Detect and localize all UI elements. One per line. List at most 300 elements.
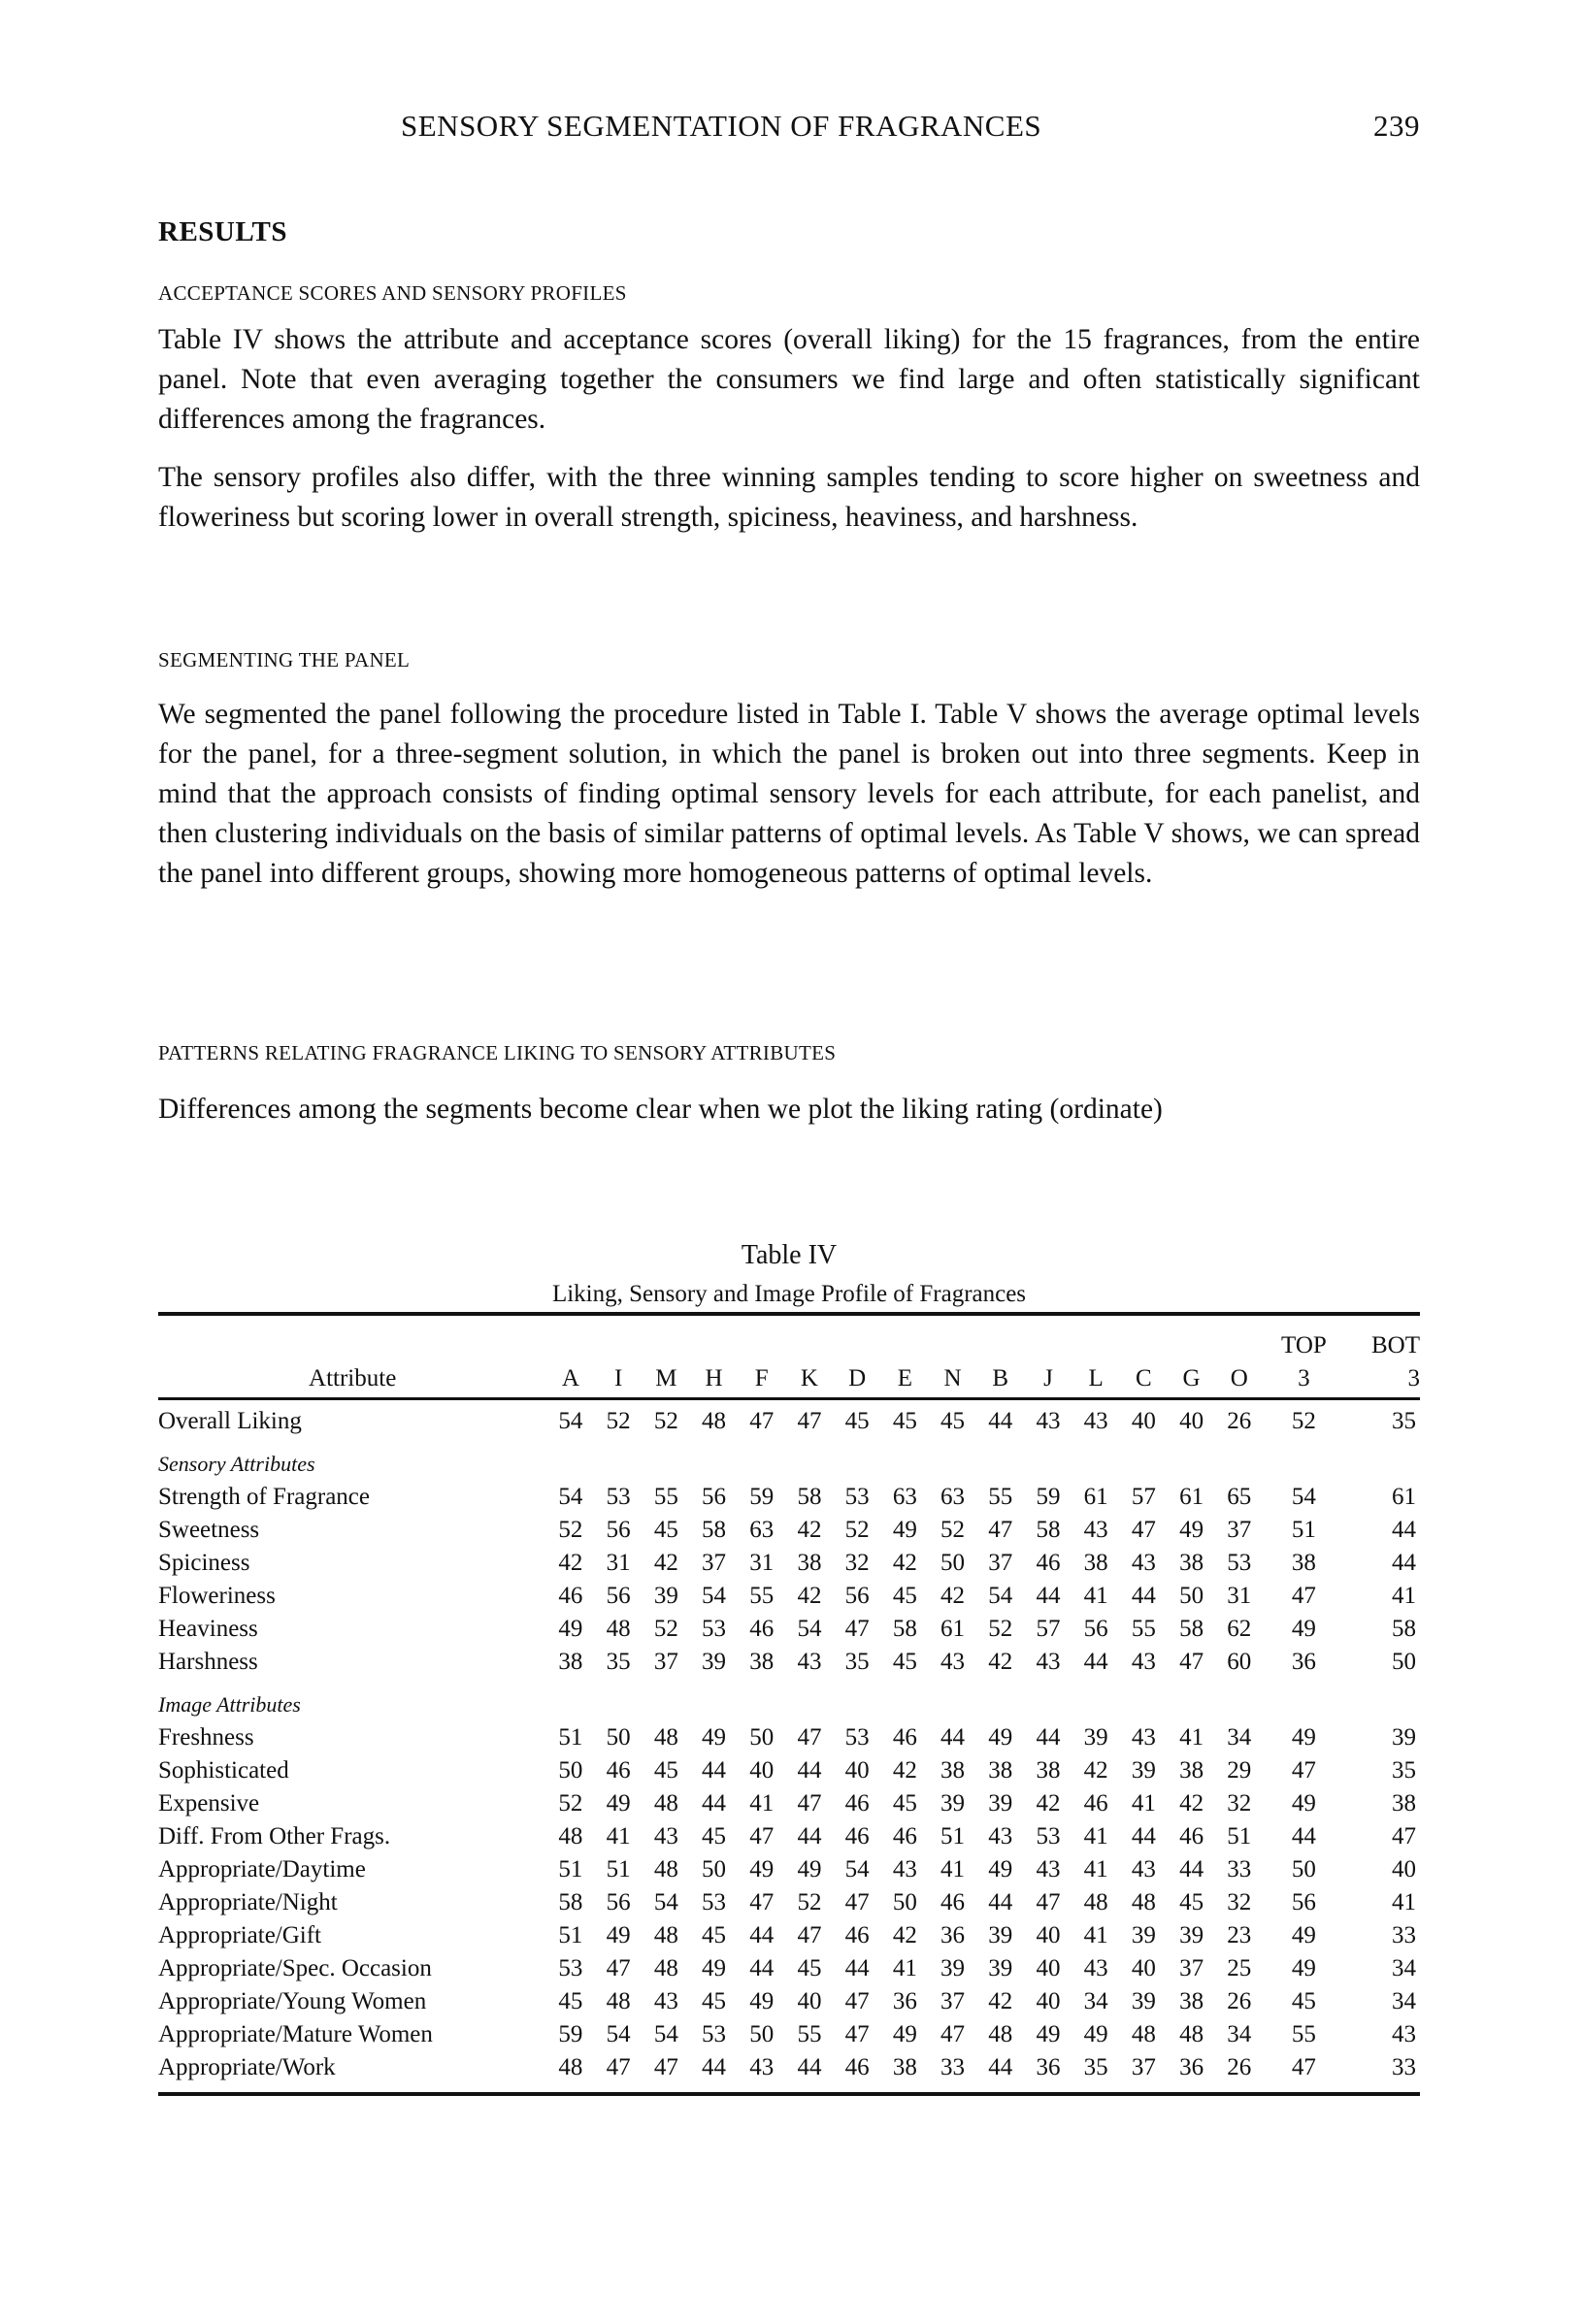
- cell-value: 48: [1179, 2021, 1204, 2047]
- table-row: [158, 1886, 1420, 1919]
- cell-value: 48: [653, 1955, 678, 1981]
- running-head-title: SENSORY SEGMENTATION OF FRAGRANCES: [401, 109, 1042, 143]
- section-image-attributes-label: Image Attributes: [158, 1692, 301, 1717]
- cell-value: 47: [844, 2021, 870, 2047]
- row-label: Appropriate/Daytime: [158, 1856, 366, 1882]
- cell-value: 50: [892, 1889, 917, 1915]
- cell-value: 48: [702, 1408, 727, 1434]
- col-header-g: G: [1182, 1365, 1201, 1391]
- cell-value: 42: [1083, 1757, 1108, 1784]
- cell-value: 47: [988, 1517, 1013, 1543]
- cell-value: 48: [1083, 1889, 1108, 1915]
- cell-value: 46: [892, 1724, 917, 1751]
- cell-value: 46: [844, 1790, 870, 1817]
- cell-value: 52: [558, 1517, 583, 1543]
- cell-value: 44: [1392, 1517, 1416, 1543]
- col-header-3: 3: [1407, 1365, 1420, 1391]
- cell-value: 44: [940, 1724, 966, 1751]
- cell-value: 47: [1291, 1583, 1316, 1609]
- cell-value: 49: [702, 1724, 727, 1751]
- cell-value: 32: [844, 1550, 870, 1576]
- col-header-e: E: [897, 1365, 912, 1391]
- cell-value: 39: [1131, 1757, 1156, 1784]
- cell-value: 43: [1131, 1856, 1156, 1882]
- table-row: [158, 1514, 1420, 1547]
- cell-value: 53: [558, 1955, 583, 1981]
- cell-value: 46: [1036, 1550, 1061, 1576]
- cell-value: 26: [1227, 1408, 1252, 1434]
- table-header-rule: [158, 1397, 1420, 1400]
- cell-value: 52: [844, 1517, 870, 1543]
- row-label: Spiciness: [158, 1550, 250, 1576]
- cell-value: 38: [1036, 1757, 1061, 1784]
- cell-value: 52: [653, 1408, 678, 1434]
- table-row: [158, 1820, 1420, 1853]
- cell-value: 51: [558, 1856, 583, 1882]
- table-body: [158, 1395, 1420, 2084]
- cell-value: 37: [988, 1550, 1013, 1576]
- cell-value: 26: [1227, 1988, 1252, 2014]
- table-row: [158, 1952, 1420, 1985]
- cell-value: 52: [653, 1616, 678, 1642]
- cell-value: 42: [892, 1757, 917, 1784]
- cell-value: 43: [1131, 1724, 1156, 1751]
- cell-value: 46: [558, 1583, 583, 1609]
- col-header-attribute: Attribute: [309, 1365, 397, 1391]
- cell-value: 45: [892, 1649, 917, 1675]
- cell-value: 37: [702, 1550, 727, 1576]
- cell-value: 26: [1227, 2054, 1252, 2080]
- cell-value: 57: [1036, 1616, 1061, 1642]
- cell-value: 49: [1179, 1517, 1204, 1543]
- cell-value: 48: [606, 1988, 631, 2014]
- cell-value: 43: [1036, 1649, 1061, 1675]
- cell-value: 42: [797, 1583, 822, 1609]
- cell-value: 46: [940, 1889, 966, 1915]
- cell-value: 45: [844, 1408, 870, 1434]
- cell-value: 39: [1179, 1922, 1204, 1948]
- section-image-attributes: [158, 1679, 1420, 1721]
- cell-value: 53: [844, 1484, 870, 1510]
- cell-value: 48: [653, 1856, 678, 1882]
- cell-value: 44: [797, 1823, 822, 1849]
- cell-value: 45: [558, 1988, 583, 2014]
- cell-value: 49: [1291, 1790, 1316, 1817]
- cell-value: 40: [1131, 1408, 1156, 1434]
- cell-value: 63: [749, 1517, 775, 1543]
- cell-value: 32: [1227, 1889, 1252, 1915]
- cell-value: 38: [1179, 1550, 1204, 1576]
- cell-value: 56: [606, 1583, 631, 1609]
- cell-value: 46: [606, 1757, 631, 1784]
- cell-value: 52: [1291, 1408, 1316, 1434]
- cell-value: 47: [1291, 1757, 1316, 1784]
- cell-value: 39: [988, 1922, 1013, 1948]
- cell-value: 42: [892, 1922, 917, 1948]
- cell-value: 51: [940, 1823, 966, 1849]
- cell-value: 45: [702, 1823, 727, 1849]
- cell-value: 39: [1392, 1724, 1416, 1751]
- cell-value: 44: [1036, 1724, 1061, 1751]
- cell-value: 38: [1291, 1550, 1316, 1576]
- cell-value: 42: [892, 1550, 917, 1576]
- cell-value: 49: [1083, 2021, 1108, 2047]
- cell-value: 49: [1291, 1955, 1316, 1981]
- cell-value: 50: [1179, 1583, 1204, 1609]
- cell-value: 47: [653, 2054, 678, 2080]
- table-top-rule: [158, 1312, 1420, 1316]
- cell-value: 38: [1179, 1988, 1204, 2014]
- cell-value: 46: [1083, 1790, 1108, 1817]
- cell-value: 43: [749, 2054, 775, 2080]
- paragraph-segmenting: We segmented the panel following the procedure listed in Table I. Table V shows the average optimal levels for the panel, for a three-segment solution, in which the panel is broken out into three segments. Keep in mind that the approach consists of finding optimal sensory levels for each attribute, for each panelist, and then clustering individuals on the basis of similar patterns of optimal levels. As Table V shows, we can spread the panel into different groups, showing more homogeneous patterns of optimal levels.: [158, 699, 1420, 889]
- cell-value: 47: [844, 1616, 870, 1642]
- table-header-row-top: [158, 1329, 1420, 1362]
- cell-value: 47: [940, 2021, 966, 2047]
- col-header-j: J: [1043, 1365, 1053, 1391]
- cell-value: 41: [940, 1856, 966, 1882]
- cell-value: 42: [988, 1988, 1013, 2014]
- cell-value: 38: [1179, 1757, 1204, 1784]
- paragraph-acceptance-1: Table IV shows the attribute and acceptance scores (overall liking) for the 15 fragrances, from the entire panel. Note that even averaging together the consumers we find large and often statistically significant differences among the fragrances.: [158, 324, 1420, 435]
- cell-value: 57: [1131, 1484, 1156, 1510]
- cell-value: 46: [749, 1616, 775, 1642]
- cell-value: 49: [1291, 1724, 1316, 1751]
- cell-value: 43: [1131, 1550, 1156, 1576]
- running-head: [158, 109, 1420, 147]
- cell-value: 48: [1131, 2021, 1156, 2047]
- cell-value: 51: [1291, 1517, 1316, 1543]
- cell-value: 47: [606, 2054, 631, 2080]
- cell-value: 43: [653, 1988, 678, 2014]
- cell-value: 37: [1179, 1955, 1204, 1981]
- cell-value: 39: [702, 1649, 727, 1675]
- cell-value: 41: [749, 1790, 775, 1817]
- cell-value: 48: [653, 1922, 678, 1948]
- cell-value: 41: [892, 1955, 917, 1981]
- cell-value: 31: [606, 1550, 631, 1576]
- cell-value: 54: [558, 1408, 583, 1434]
- cell-value: 61: [1083, 1484, 1108, 1510]
- col-top3-top: TOP: [1281, 1332, 1327, 1358]
- cell-value: 53: [702, 1889, 727, 1915]
- row-label: Floweriness: [158, 1583, 276, 1609]
- cell-value: 50: [702, 1856, 727, 1882]
- cell-value: 40: [749, 1757, 775, 1784]
- cell-value: 36: [1179, 2054, 1204, 2080]
- table-row: [158, 1919, 1420, 1952]
- cell-value: 42: [988, 1649, 1013, 1675]
- table-row: [158, 1481, 1420, 1514]
- cell-value: 46: [844, 2054, 870, 2080]
- cell-value: 53: [844, 1724, 870, 1751]
- cell-value: 58: [797, 1484, 822, 1510]
- row-label: Sophisticated: [158, 1757, 289, 1784]
- cell-value: 45: [1291, 1988, 1316, 2014]
- cell-value: 41: [1392, 1583, 1416, 1609]
- cell-value: 49: [749, 1856, 775, 1882]
- cell-value: 53: [1036, 1823, 1061, 1849]
- table-row: [158, 1985, 1420, 2018]
- cell-value: 50: [1392, 1649, 1416, 1675]
- cell-value: 58: [558, 1889, 583, 1915]
- cell-value: 59: [749, 1484, 775, 1510]
- cell-value: 48: [988, 2021, 1013, 2047]
- row-label: Appropriate/Young Women: [158, 1988, 427, 2014]
- cell-value: 50: [749, 1724, 775, 1751]
- table-row: [158, 1787, 1420, 1820]
- col-header-f: F: [754, 1365, 769, 1391]
- cell-value: 54: [702, 1583, 727, 1609]
- subsection-heading-acceptance: ACCEPTANCE SCORES AND SENSORY PROFILES: [158, 281, 627, 305]
- cell-value: 47: [797, 1724, 822, 1751]
- table-row: [158, 2051, 1420, 2084]
- cell-value: 52: [606, 1408, 631, 1434]
- cell-value: 45: [702, 1922, 727, 1948]
- cell-value: 47: [1291, 2054, 1316, 2080]
- cell-value: 47: [844, 1889, 870, 1915]
- cell-value: 47: [1392, 1823, 1416, 1849]
- cell-value: 54: [844, 1856, 870, 1882]
- cell-value: 34: [1227, 2021, 1252, 2047]
- paragraph-patterns: Differences among the segments become clear when we plot the liking rating (ordinate): [158, 1094, 1163, 1125]
- table-row: [158, 2018, 1420, 2051]
- cell-value: 40: [1036, 1922, 1061, 1948]
- row-label: Heaviness: [158, 1616, 258, 1642]
- cell-value: 32: [1227, 1790, 1252, 1817]
- cell-value: 61: [1179, 1484, 1204, 1510]
- table-row: [158, 1580, 1420, 1613]
- cell-value: 43: [1131, 1649, 1156, 1675]
- cell-value: 39: [653, 1583, 678, 1609]
- cell-value: 43: [653, 1823, 678, 1849]
- cell-value: 42: [797, 1517, 822, 1543]
- cell-value: 43: [1036, 1856, 1061, 1882]
- cell-value: 42: [1036, 1790, 1061, 1817]
- cell-value: 35: [844, 1649, 870, 1675]
- col-header-h: H: [705, 1365, 723, 1391]
- cell-value: 44: [1036, 1583, 1061, 1609]
- cell-value: 58: [702, 1517, 727, 1543]
- cell-value: 39: [988, 1955, 1013, 1981]
- cell-value: 49: [606, 1790, 631, 1817]
- cell-value: 49: [702, 1955, 727, 1981]
- cell-value: 55: [749, 1583, 775, 1609]
- cell-value: 56: [844, 1583, 870, 1609]
- cell-value: 56: [606, 1517, 631, 1543]
- cell-value: 44: [749, 1922, 775, 1948]
- cell-value: 54: [653, 1889, 678, 1915]
- cell-value: 34: [1227, 1724, 1252, 1751]
- cell-value: 48: [558, 1823, 583, 1849]
- cell-value: 39: [1083, 1724, 1108, 1751]
- cell-value: 34: [1083, 1988, 1108, 2014]
- table-row: [158, 1721, 1420, 1754]
- cell-value: 47: [749, 1823, 775, 1849]
- cell-value: 43: [940, 1649, 966, 1675]
- cell-value: 38: [940, 1757, 966, 1784]
- cell-value: 50: [606, 1724, 631, 1751]
- row-label: Freshness: [158, 1724, 254, 1751]
- row-label: Harshness: [158, 1649, 258, 1675]
- cell-value: 49: [892, 2021, 917, 2047]
- cell-value: 38: [1083, 1550, 1108, 1576]
- cell-value: 25: [1227, 1955, 1252, 1981]
- cell-value: 49: [1291, 1922, 1316, 1948]
- cell-value: 40: [1036, 1955, 1061, 1981]
- cell-value: 38: [892, 2054, 917, 2080]
- col-header-i: I: [613, 1365, 623, 1391]
- cell-value: 33: [1392, 1922, 1416, 1948]
- cell-value: 44: [749, 1955, 775, 1981]
- table-row: [158, 1395, 1420, 1438]
- cell-value: 60: [1227, 1649, 1252, 1675]
- cell-value: 33: [1392, 2054, 1416, 2080]
- cell-value: 44: [1392, 1550, 1416, 1576]
- cell-value: 47: [797, 1922, 822, 1948]
- cell-value: 50: [1291, 1856, 1316, 1882]
- cell-value: 45: [1179, 1889, 1204, 1915]
- cell-value: 52: [558, 1790, 583, 1817]
- cell-value: 47: [1179, 1649, 1204, 1675]
- cell-value: 40: [1392, 1856, 1416, 1882]
- cell-value: 29: [1227, 1757, 1252, 1784]
- cell-value: 36: [1036, 2054, 1061, 2080]
- cell-value: 49: [988, 1856, 1013, 1882]
- cell-value: 41: [1392, 1889, 1416, 1915]
- cell-value: 63: [940, 1484, 966, 1510]
- cell-value: 39: [1131, 1922, 1156, 1948]
- cell-value: 61: [940, 1616, 966, 1642]
- table-iv: [158, 1329, 1420, 2084]
- section-heading-results: RESULTS: [158, 216, 288, 247]
- cell-value: 39: [988, 1790, 1013, 1817]
- col-header-n: N: [943, 1365, 962, 1391]
- cell-value: 47: [606, 1955, 631, 1981]
- cell-value: 54: [1291, 1484, 1316, 1510]
- cell-value: 43: [892, 1856, 917, 1882]
- cell-value: 38: [988, 1757, 1013, 1784]
- cell-value: 37: [1227, 1517, 1252, 1543]
- row-label: Expensive: [158, 1790, 260, 1817]
- cell-value: 44: [702, 2054, 727, 2080]
- col-bot3-top: BOT: [1371, 1332, 1420, 1358]
- cell-value: 40: [1179, 1408, 1204, 1434]
- cell-value: 49: [1291, 1616, 1316, 1642]
- cell-value: 44: [797, 1757, 822, 1784]
- table-subtitle: Liking, Sensory and Image Profile of Fragrances: [551, 1281, 1027, 1307]
- cell-value: 49: [558, 1616, 583, 1642]
- cell-value: 56: [606, 1889, 631, 1915]
- cell-value: 48: [653, 1724, 678, 1751]
- col-header-a: A: [561, 1365, 579, 1391]
- cell-value: 37: [940, 1988, 966, 2014]
- row-label: Appropriate/Work: [158, 2054, 336, 2080]
- cell-value: 53: [702, 1616, 727, 1642]
- cell-value: 50: [749, 2021, 775, 2047]
- table-header-row: [158, 1362, 1420, 1395]
- cell-value: 33: [940, 2054, 966, 2080]
- cell-value: 37: [1131, 2054, 1156, 2080]
- row-label: Appropriate/Mature Women: [158, 2021, 433, 2047]
- cell-value: 46: [844, 1823, 870, 1849]
- cell-value: 44: [702, 1790, 727, 1817]
- cell-value: 39: [940, 1790, 966, 1817]
- row-label: Overall Liking: [158, 1408, 302, 1434]
- cell-value: 47: [797, 1790, 822, 1817]
- cell-value: 48: [558, 2054, 583, 2080]
- cell-value: 44: [1131, 1823, 1156, 1849]
- cell-value: 58: [1179, 1616, 1204, 1642]
- col-header-o: O: [1230, 1365, 1248, 1391]
- cell-value: 36: [1291, 1649, 1316, 1675]
- cell-value: 58: [1392, 1616, 1416, 1642]
- cell-value: 40: [1036, 1988, 1061, 2014]
- cell-value: 55: [797, 2021, 822, 2047]
- cell-value: 63: [892, 1484, 917, 1510]
- subsection-heading-patterns: PATTERNS RELATING FRAGRANCE LIKING TO SENSORY ATTRIBUTES: [158, 1041, 837, 1064]
- cell-value: 46: [1179, 1823, 1204, 1849]
- row-label: Strength of Fragrance: [158, 1484, 370, 1510]
- cell-value: 44: [988, 1408, 1013, 1434]
- cell-value: 49: [1036, 2021, 1061, 2047]
- cell-value: 41: [606, 1823, 631, 1849]
- cell-value: 65: [1227, 1484, 1252, 1510]
- table-title: Table IV: [741, 1240, 838, 1270]
- cell-value: 56: [702, 1484, 727, 1510]
- cell-value: 41: [1131, 1790, 1156, 1817]
- col-header-c: C: [1136, 1365, 1152, 1391]
- cell-value: 39: [1131, 1988, 1156, 2014]
- cell-value: 35: [1392, 1408, 1416, 1434]
- cell-value: 38: [1392, 1790, 1416, 1817]
- cell-value: 52: [797, 1889, 822, 1915]
- cell-value: 44: [1291, 1823, 1316, 1849]
- cell-value: 41: [1083, 1856, 1108, 1882]
- cell-value: 52: [940, 1517, 966, 1543]
- cell-value: 35: [1083, 2054, 1108, 2080]
- col-header-d: D: [848, 1365, 867, 1391]
- row-label: Appropriate/Gift: [158, 1922, 322, 1948]
- cell-value: 34: [1392, 1988, 1416, 2014]
- section-sensory-attributes: [158, 1438, 1420, 1481]
- cell-value: 44: [1179, 1856, 1204, 1882]
- cell-value: 37: [653, 1649, 678, 1675]
- cell-value: 59: [1036, 1484, 1061, 1510]
- cell-value: 45: [653, 1517, 678, 1543]
- cell-value: 44: [702, 1757, 727, 1784]
- cell-value: 38: [749, 1649, 775, 1675]
- cell-value: 42: [558, 1550, 583, 1576]
- cell-value: 48: [606, 1616, 631, 1642]
- cell-value: 61: [1392, 1484, 1416, 1510]
- row-label: Appropriate/Spec. Occasion: [158, 1955, 432, 1981]
- cell-value: 31: [1227, 1583, 1252, 1609]
- table-bottom-rule: [158, 2092, 1420, 2096]
- cell-value: 51: [558, 1724, 583, 1751]
- cell-value: 53: [1227, 1550, 1252, 1576]
- cell-value: 54: [558, 1484, 583, 1510]
- table-row: [158, 1613, 1420, 1646]
- cell-value: 55: [1291, 2021, 1316, 2047]
- cell-value: 50: [558, 1757, 583, 1784]
- col-header-m: M: [655, 1365, 677, 1391]
- cell-value: 54: [988, 1583, 1013, 1609]
- cell-value: 49: [749, 1988, 775, 2014]
- cell-value: 42: [653, 1550, 678, 1576]
- cell-value: 48: [653, 1790, 678, 1817]
- cell-value: 43: [1036, 1408, 1061, 1434]
